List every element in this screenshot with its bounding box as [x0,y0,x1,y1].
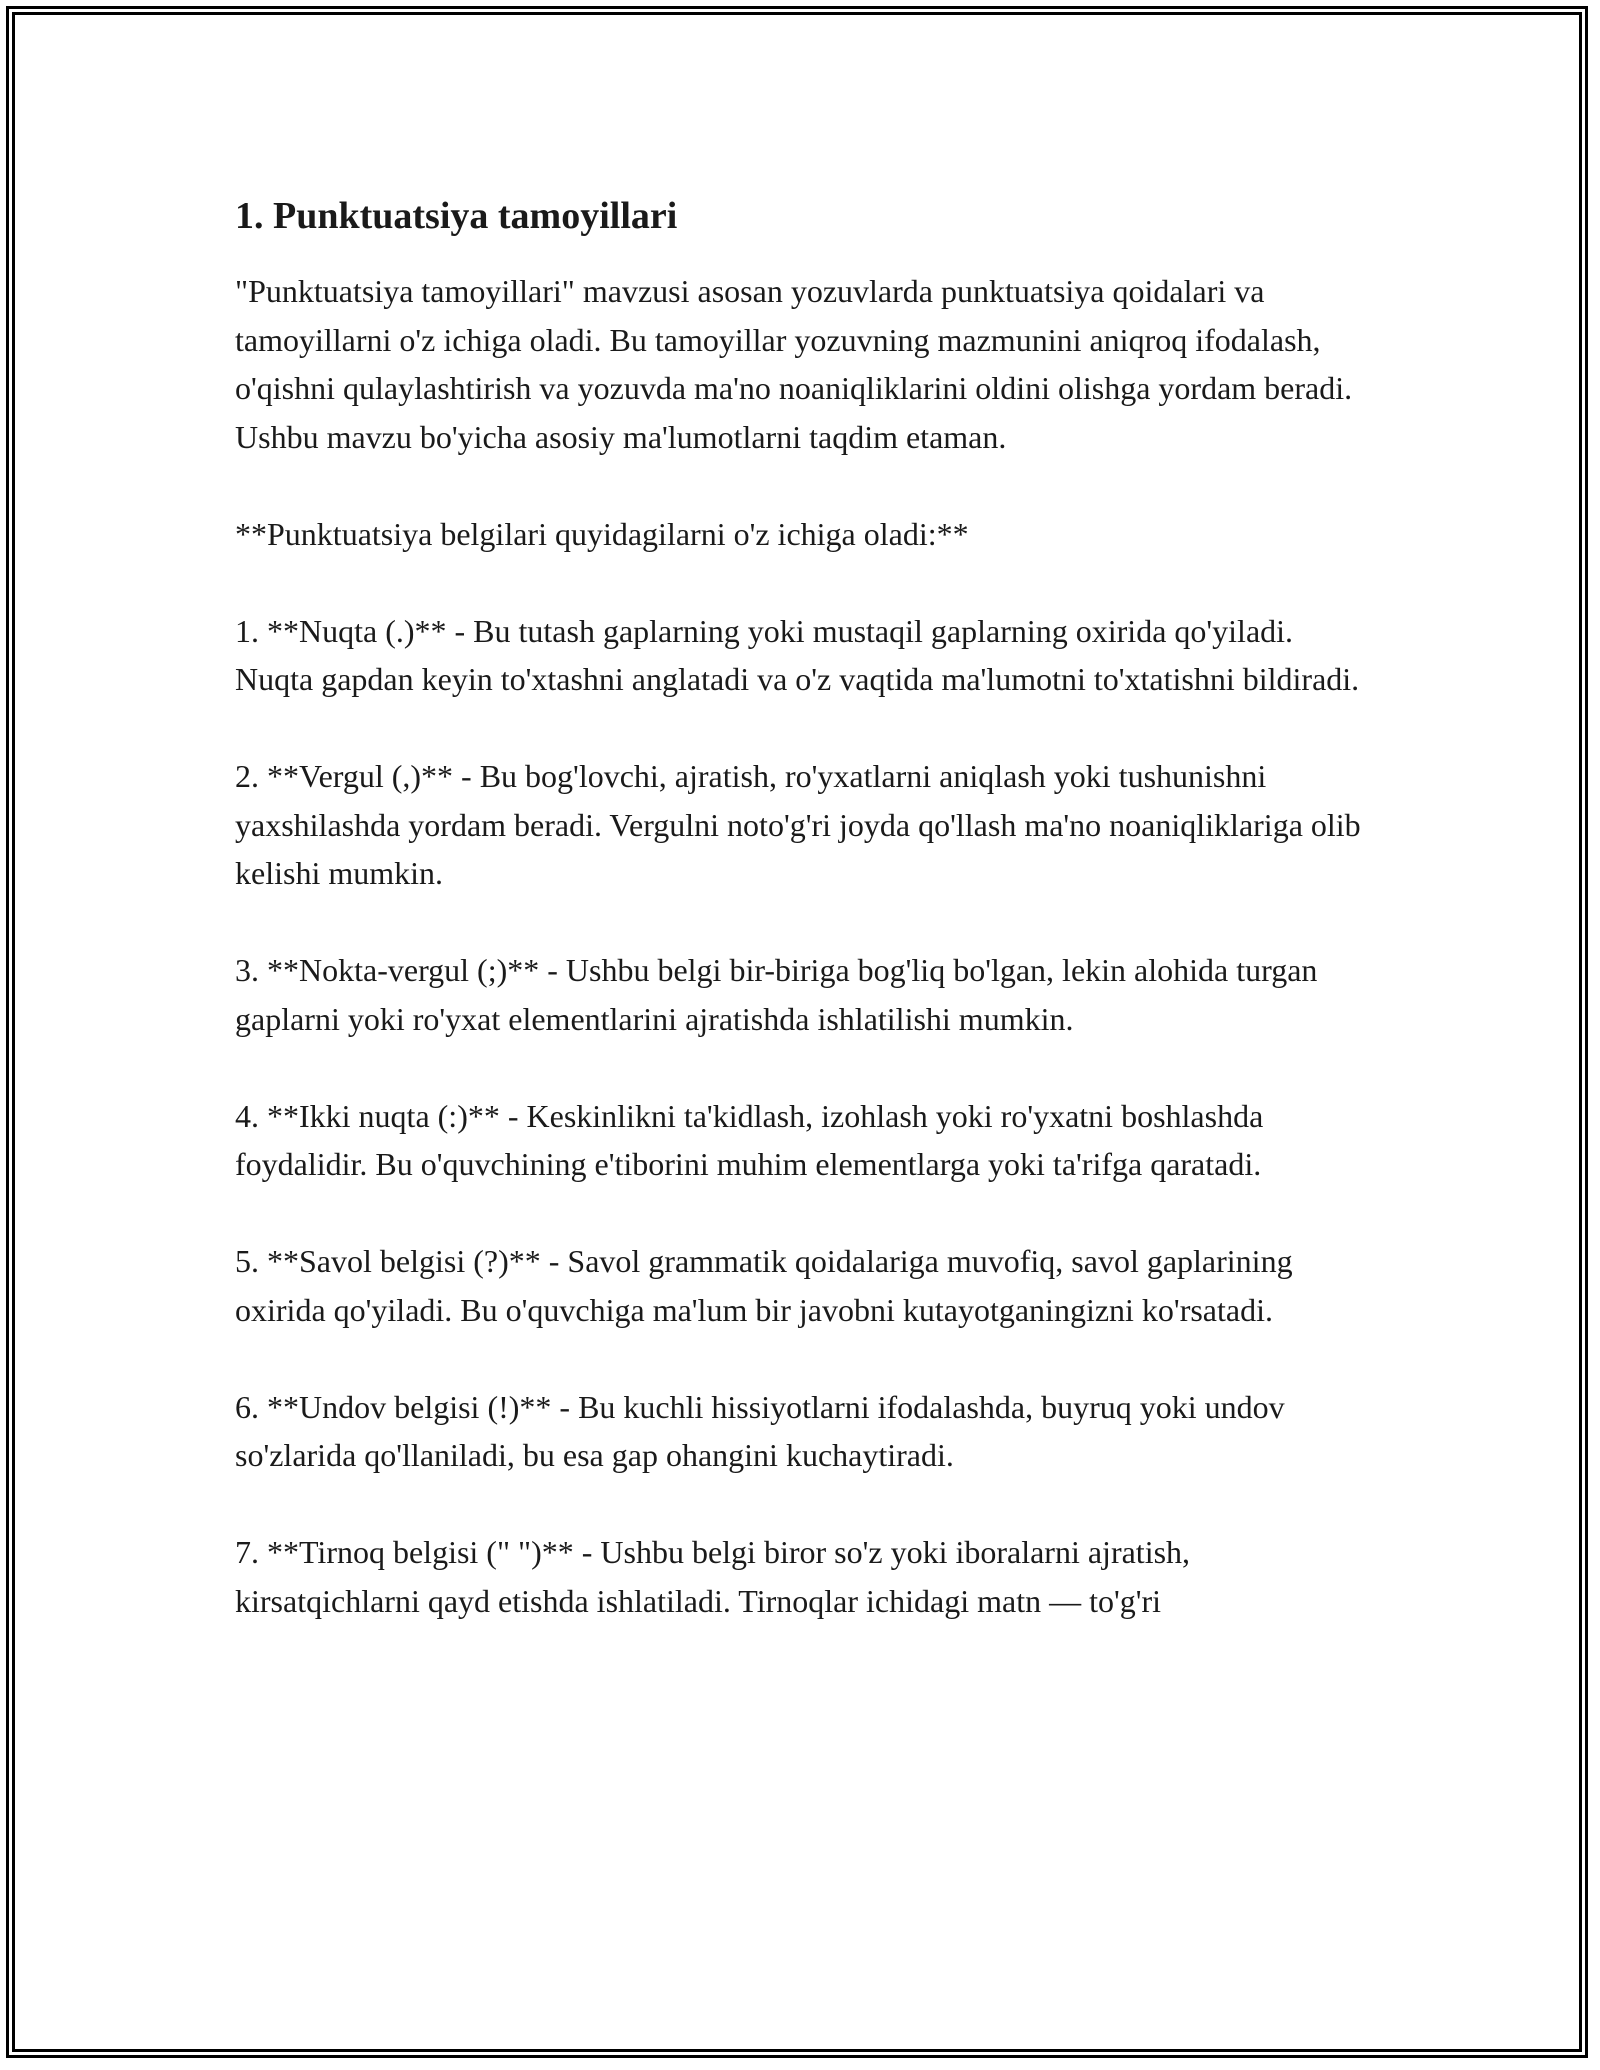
list-item: 4. **Ikki nuqta (:)** - Keskinlikni ta'kidlash, izohlash yoki ro'yxatni boshlashda foydalidir. Bu o'quvchining e'tiborini muhim elementlarga yoki ta'rifga qaratadi. [235,1097,1264,1182]
list-item: 5. **Savol belgisi (?)** - Savol grammatik qoidalariga muvofiq, savol gaplarining oxirida qo'yiladi. Bu o'quvchiga ma'lum bir javobni kutayotganingizni ko'rsatadi. [235,1243,1293,1328]
list-item: 6. **Undov belgisi (!)** - Bu kuchli hissiyotlarni ifodalashda, buyruq yoki undov so'zlarida qo'llaniladi, bu esa gap ohangini kuchaytiradi. [235,1388,1285,1473]
document-body [235,185,1375,1674]
document-title: 1. Punktuatsiya tamoyillari [235,195,678,237]
list-item: 7. **Tirnoq belgisi (" ")** - Ushbu belgi biror so'z yoki iboralarni ajratish, kirsatqichlarni qayd etishda ishlatiladi. Tirnoqlar ichidagi matn — to'g'ri [235,1534,1191,1619]
intro-paragraph: "Punktuatsiya tamoyillari" mavzusi asosan yozuvlarda punktuatsiya qoidalari va tamoyillarni o'z ichiga oladi. Bu tamoyillar yozuvning mazmunini aniqroq ifodalash, o'qishni qulaylashtirish va yozuvda ma'no noaniqliklarini oldini olishga yordam beradi. Ushbu mavzu bo'yicha asosiy ma'lumotlarni taqdim etaman. [235,273,1353,455]
list-heading: **Punktuatsiya belgilari quyidagilarni o'z ichiga oladi:** [235,515,969,552]
list-item: 2. **Vergul (,)** - Bu bog'lovchi, ajratish, ro'yxatlarni aniqlash yoki tushunishni yaxshilashda yordam beradi. Vergulni noto'g'ri joyda qo'llash ma'no noaniqliklariga olib kelishi mumkin. [235,758,1361,891]
list-item: 3. **Nokta-vergul (;)** - Ushbu belgi bir-biriga bog'liq bo'lgan, lekin alohida turgan gaplarni yoki ro'yxat elementlarini ajratishda ishlatilishi mumkin. [235,952,1318,1037]
list-item: 1. **Nuqta (.)** - Bu tutash gaplarning yoki mustaqil gaplarning oxirida qo'yiladi. Nuqta gapdan keyin to'xtashni anglatadi va o'z vaqtida ma'lumotni to'xtatishni bildiradi. [235,612,1360,697]
